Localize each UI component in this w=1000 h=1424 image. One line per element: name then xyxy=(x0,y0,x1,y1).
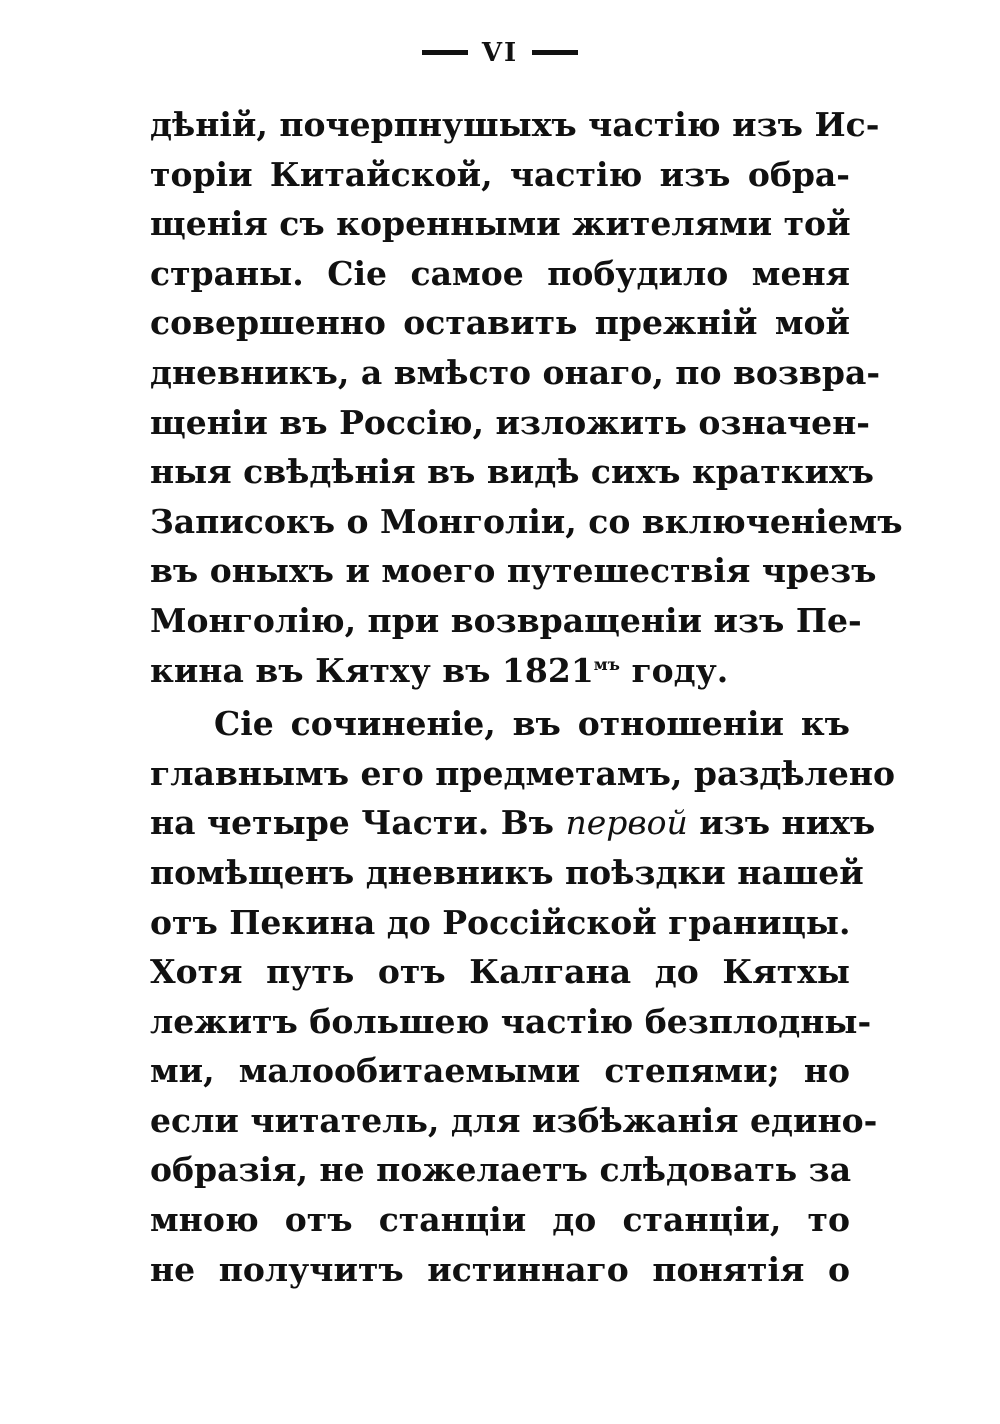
left-rule xyxy=(422,50,468,55)
text-fragment: на четыре Части. Въ xyxy=(150,803,566,843)
text-line: главнымъ его предметамъ, раздѣлено xyxy=(150,753,896,793)
text-line: помѣщенъ дневникъ поѣздки нашей xyxy=(150,852,864,892)
text-fragment: году. xyxy=(619,650,729,690)
text-line: Сіе сочиненіе, въ отношеніи къ xyxy=(214,704,850,744)
body-text xyxy=(150,100,903,1294)
text-line: торіи Китайской, частію изъ обра- xyxy=(150,154,850,194)
text-line xyxy=(150,798,876,848)
text-line: образія, не пожелаетъ слѣдовать за xyxy=(150,1150,852,1190)
text-line: въ оныхъ и моего путешествія чрезъ xyxy=(150,551,877,591)
text-line: лежитъ большею частію безплодны- xyxy=(150,1001,872,1041)
text-line: Записокъ о Монголіи, со включеніемъ xyxy=(150,501,903,541)
italic-word: первой xyxy=(565,803,688,843)
text-line: дѣній, почерпнушыхъ частію изъ Ис- xyxy=(150,105,880,144)
running-head xyxy=(0,38,1000,68)
text-line: не получитъ истиннаго понятія о xyxy=(150,1249,850,1289)
text-line xyxy=(150,646,850,696)
paragraph-1 xyxy=(150,100,903,695)
text-line: щеніи въ Россію, изложить означен- xyxy=(150,402,871,442)
superscript-ordinal: мъ xyxy=(593,654,620,674)
text-line: отъ Пекина до Россійской границы. xyxy=(150,902,851,942)
text-line: ми, малообитаемыми степями; но xyxy=(150,1051,850,1091)
text-line: если читатель, для избѣжанія едино- xyxy=(150,1100,878,1140)
text-line: совершенно оставить прежній мой xyxy=(150,303,850,343)
text-line: Монголію, при возвращеніи изъ Пе- xyxy=(150,600,862,640)
text-line: дневникъ, а вмѣсто онаго, по возвра- xyxy=(150,352,881,392)
text-line: мною отъ станціи до станціи, то xyxy=(150,1200,850,1240)
page-number: VI xyxy=(481,38,519,68)
paragraph-2 xyxy=(150,699,896,1294)
text-line: Хотя путь отъ Калгана до Кятхы xyxy=(150,952,850,992)
text-line: страны. Сіе самое побудило меня xyxy=(150,253,850,293)
text-fragment: изъ нихъ xyxy=(687,803,876,843)
right-rule xyxy=(532,50,578,55)
text-line: ныя свѣдѣнія въ видѣ сихъ краткихъ xyxy=(150,452,874,492)
text-line: щенія съ коренными жителями той xyxy=(150,204,851,244)
text-fragment: кина въ Кятху въ 1821 xyxy=(150,650,594,690)
